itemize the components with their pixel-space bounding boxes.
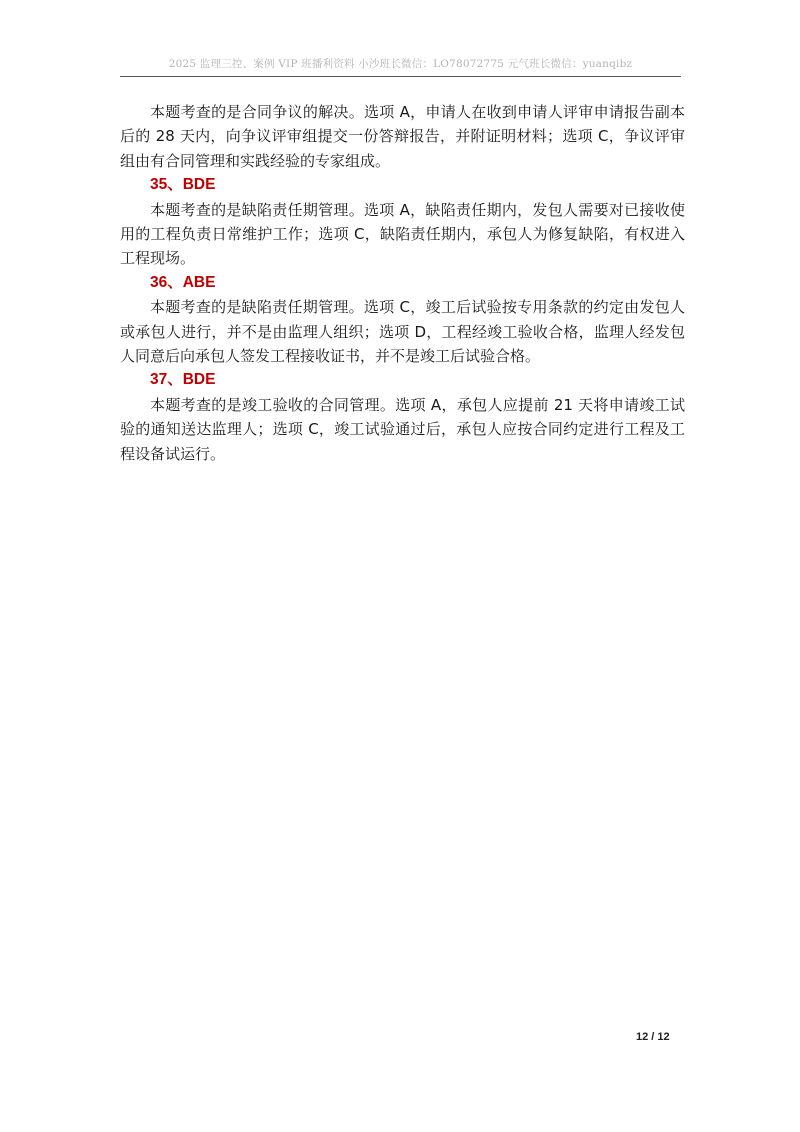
explanation-paragraph: 本题考查的是竣工验收的合同管理。选项 A，承包人应提前 21 天将申请竣工试验的通知送达监理人；选项 C，竣工试验通过后，承包人应按合同约定进行工程及工程设备试运行。 bbox=[120, 395, 685, 463]
answer-heading: 35、BDE bbox=[150, 176, 216, 194]
page-header: 2025 监理三控、案例 VIP 班播利资料 小沙班长微信：LO78072775 元气班长微信：yuanqibz bbox=[168, 58, 633, 70]
answer-heading: 36、ABE bbox=[150, 273, 216, 291]
page-number: 12 / 12 bbox=[636, 1031, 670, 1043]
document-body bbox=[120, 100, 685, 466]
header-divider bbox=[120, 76, 681, 77]
explanation-paragraph: 本题考查的是缺陷责任期管理。选项 A，缺陷责任期内，发包人需要对已接收使用的工程负责日常维护工作；选项 C，缺陷责任期内，承包人为修复缺陷，有权进入工程现场。 bbox=[120, 200, 685, 268]
answer-heading: 37、BDE bbox=[150, 371, 216, 389]
explanation-paragraph: 本题考查的是合同争议的解决。选项 A，申请人在收到申请人评审申请报告副本后的 28 天内，向争议评审组提交一份答辩报告，并附证明材料；选项 C，争议评审组由有合同管理和实践经验的专家组成。 bbox=[120, 103, 685, 170]
explanation-paragraph: 本题考查的是缺陷责任期管理。选项 C，竣工后试验按专用条款的约定由发包人或承包人进行，并不是由监理人组织；选项 D，工程经竣工验收合格，监理人经发包人同意后向承包人签发工程接收证书，并不是竣工后试验合格。 bbox=[120, 298, 685, 366]
